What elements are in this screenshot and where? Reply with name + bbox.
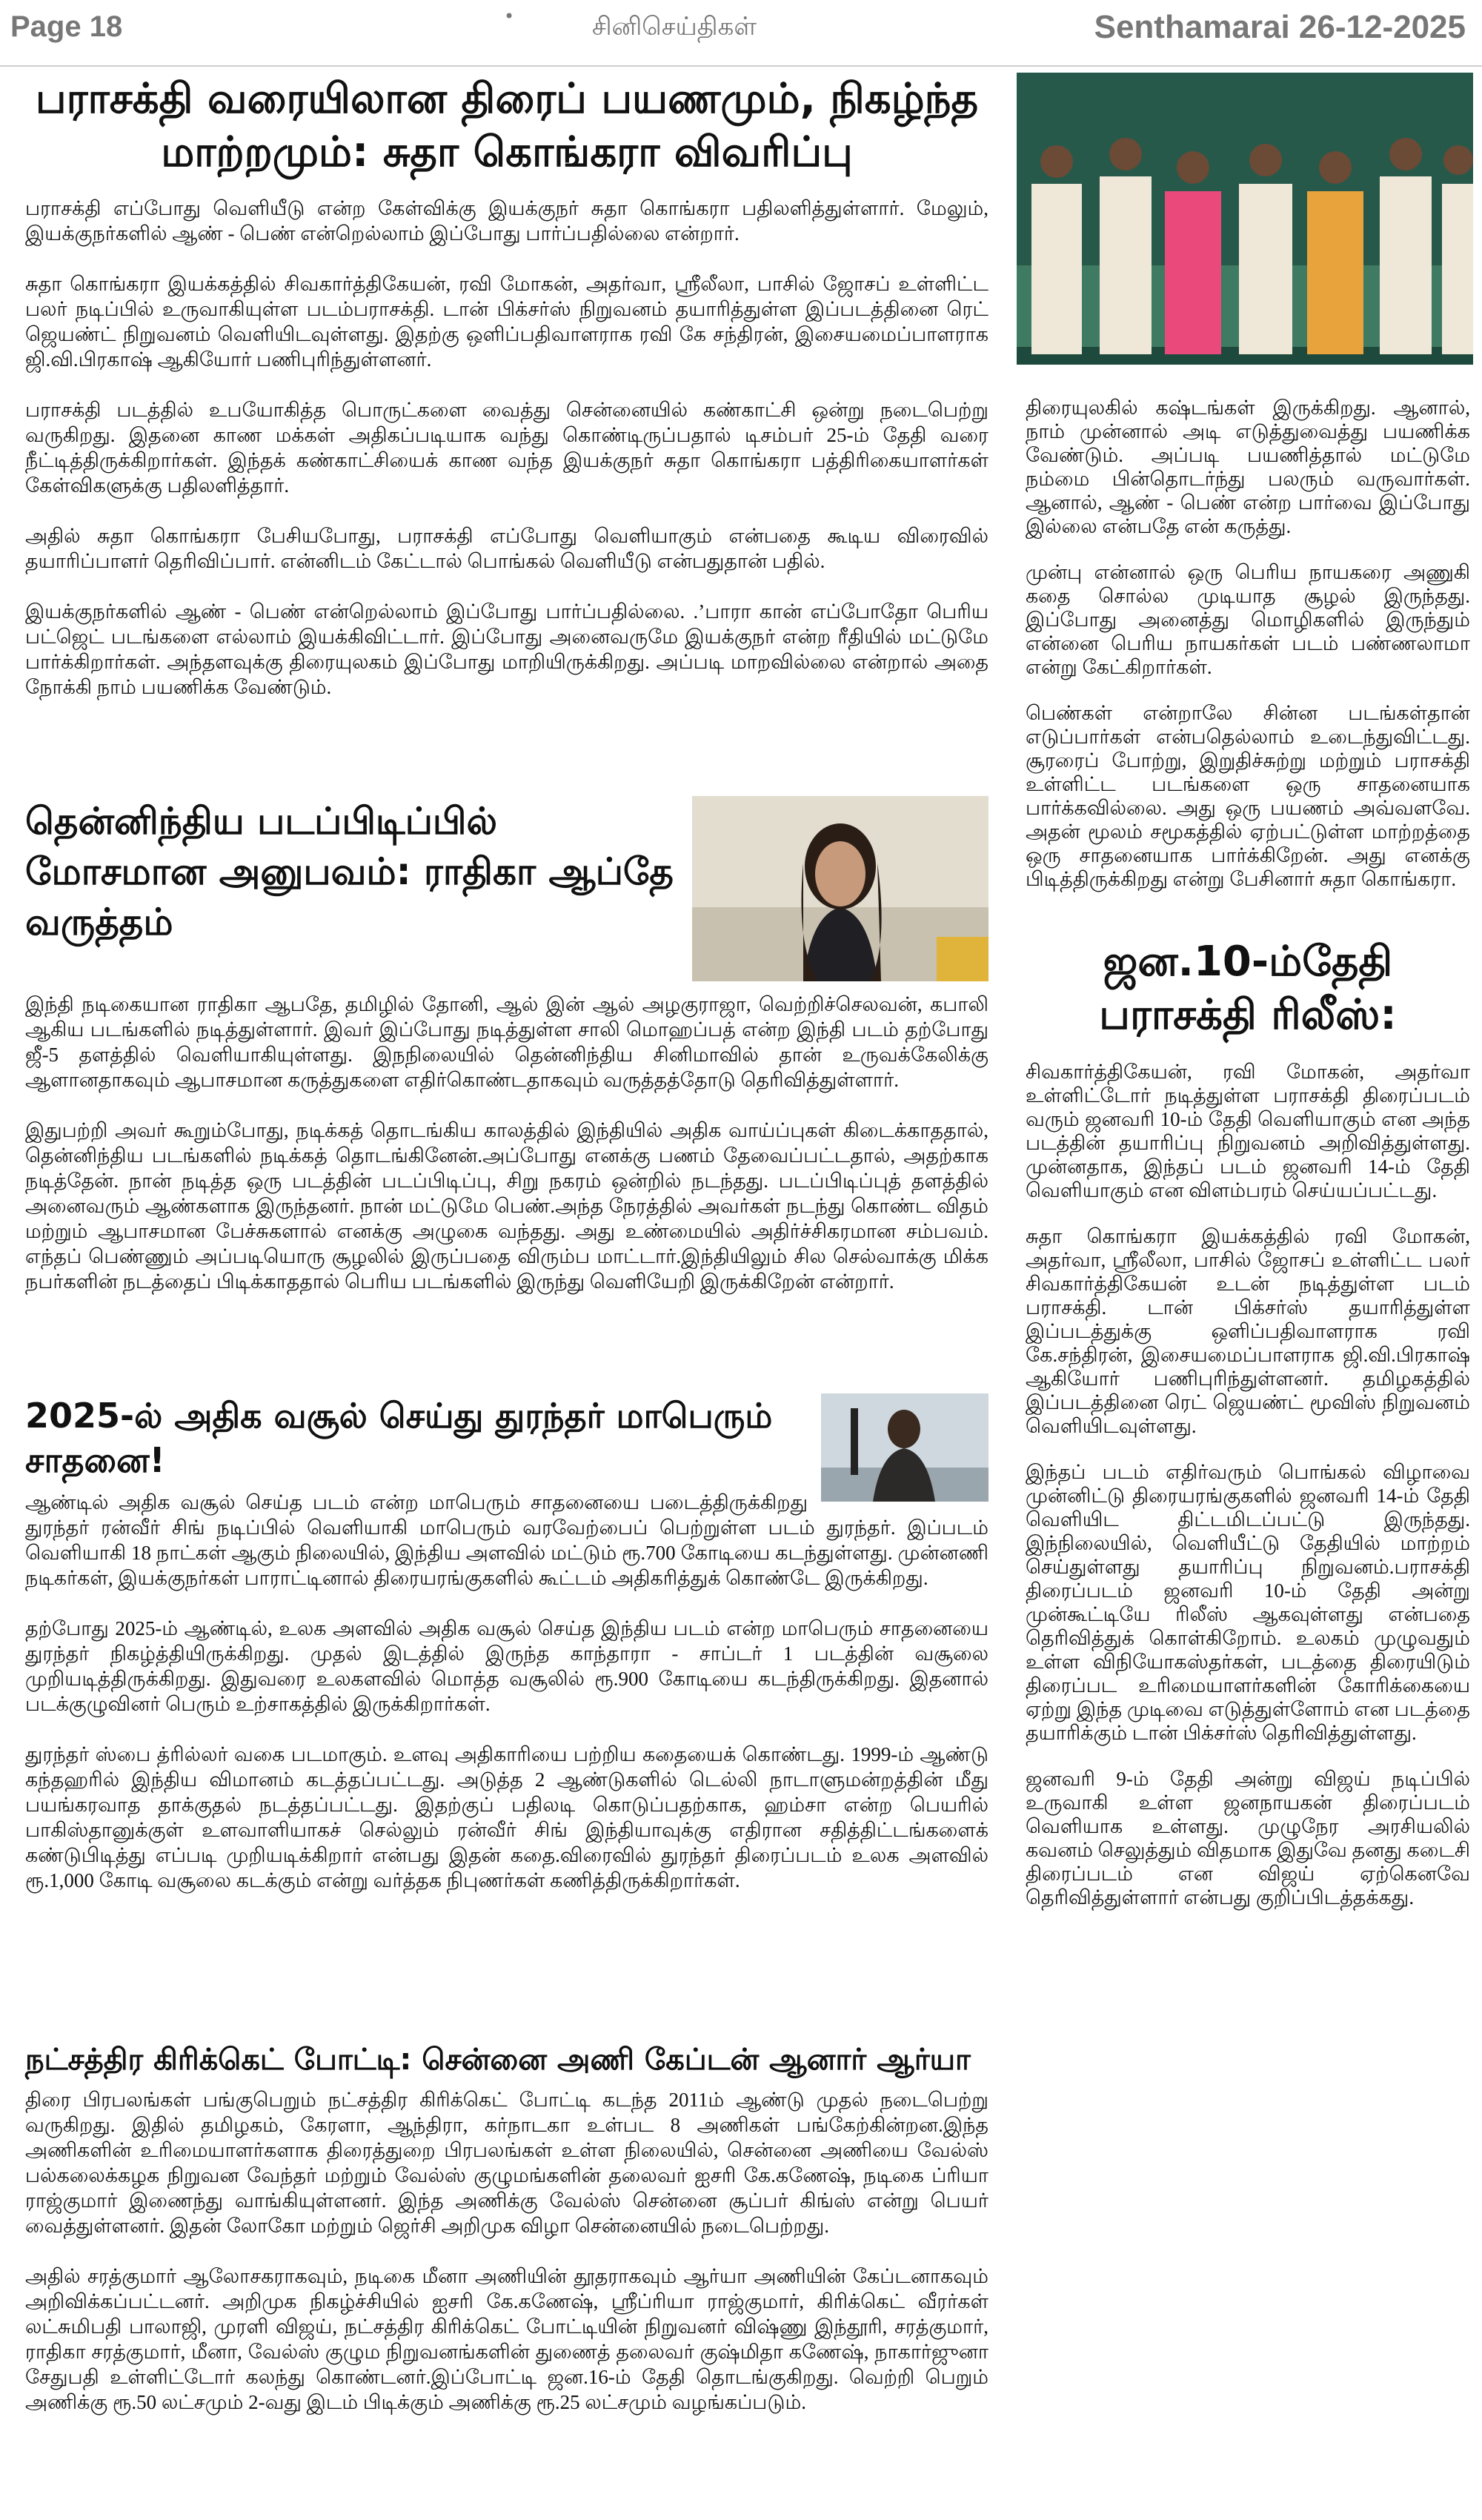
article-dhurandhar	[25, 1393, 988, 1918]
publication-date: Senthamarai 26-12-2025	[1094, 9, 1466, 45]
section-title: சினிசெய்திகள்	[591, 12, 757, 42]
header-dot: •	[504, 6, 515, 27]
article-paragraph: பராசக்தி படத்தில் உபயோகித்த பொருட்களை வைத்து சென்னையில் கண்காட்சி ஒன்று நடைபெற்று வருகிறது. இதனை காண மக்கள் அதிகப்படியாக வந்து கொண்டிருப்பதால் டிசம்பர் 25-ம் தேதி வரை நீட்டித்திருக்கிறார்கள். இந்தக் கண்காட்சியைக் காண வந்த இயக்குநர் சுதா கொங்கரா பத்திரிகையாளர்கள் கேள்விகளுக்கு பதிலளித்தார்.	[25, 399, 988, 497]
article-paragraph: திரை பிரபலங்கள் பங்குபெறும் நட்சத்திர கிரிக்கெட் போட்டி கடந்த 2011ம் ஆண்டு முதல் நடைபெற்று வருகிறது. இதில் தமிழகம், கேரளா, ஆந்திரா, கர்நாடகா உள்பட 8 அணிகள் பங்கேற்கின்றன.இந்த அணிகளின் உரிமையாளர்களாக திரைத்துறை பிரபலங்கள் உள்ள நிலையில், சென்னை அணியை வேல்ஸ் பல்கலைக்கழக நிறுவன வேந்தர் மற்றும் வேல்ஸ் குழுமங்களின் தலைவர் ஐசரி கே.கணேஷ், நடிகை ப்ரியா ராஜ்குமார் இணைந்து வாங்கியுள்ளனர். இந்த அணிக்கு வேல்ஸ் சென்னை சூப்பர் கிங்ஸ் என்று பெயர் வைத்துள்ளனர். இதன் லோகோ மற்றும் ஜெர்சி அறிமுக விழா சென்னையில் நடைபெற்றது.	[25, 2089, 988, 2237]
sidebar-paragraph: பெண்கள் என்றாலே சின்ன படங்கள்தான் எடுப்பார்கள் என்பதெல்லாம் உடைந்துவிட்டது. சூரரைப் போற்று, இறுதிச்சுற்று மற்றும் பராசக்தி உள்ளிட்ட படங்களை ஒரு சாதனையாக பார்க்கவில்லை. அது ஒரு பயணம் அவ்வளவே. அதன் மூலம் சமூகத்தில் ஏற்பட்டுள்ள மாற்றத்தை ஒரு சாதனையாக பார்க்கிறேன். அது எனக்கு பிடித்திருக்கிறது என்று பேசினார் சுதா கொங்கரா.	[1026, 702, 1470, 890]
sidebar-paragraph: சிவகார்த்திகேயன், ரவி மோகன், அதர்வா உள்ளிட்டோர் நடித்துள்ள பராசக்தி திரைப்படம் வரும் ஜனவரி 10-ம் தேதி வெளியாகும் என அந்த படத்தின் தயாரிப்பு நிறுவனம் அறிவித்துள்ளது. முன்னதாக, இந்தப் படம் ஜனவரி 14-ம் தேதி வெளியாகும் என விளம்பரம் செய்யப்பட்டது.	[1026, 1061, 1470, 1201]
article-celebrity-cricket	[25, 2040, 988, 2440]
sidebar-paragraph: திரையுலகில் கஷ்டங்கள் இருக்கிறது. ஆனால், நாம் முன்னால் அடி எடுத்துவைத்து பயணிக்க வேண்டும். அப்படி பயணித்தால் மட்டுமே நம்மை பின்தொடர்ந்து பலரும் வருவார்கள். ஆனால், ஆண் - பெண் என்ற பார்வை இப்போது இல்லை என்பதே என் கருத்து.	[1026, 397, 1470, 537]
article-paragraph: சுதா கொங்கரா இயக்கத்தில் சிவகார்த்திகேயன், ரவி மோகன், அதர்வா, ஸ்ரீலீலா, பாசில் ஜோசப் உள்ளிட்ட பலர் நடிப்பில் உருவாகியுள்ள படம்பராசக்தி. டான் பிக்சர்ஸ் நிறுவனம் தயாரித்துள்ள இப்படத்தினை ரெட் ஜெயண்ட் நிறுவனம் வெளியிடவுள்ளது. இதற்கு ஒளிப்பதிவாளராக ரவி கே சந்திரன், இசையமைப்பாளராக ஜி.வி.பிரகாஷ் ஆகியோர் பணிபுரிந்துள்ளனர்.	[25, 273, 988, 371]
radhika-apte-photo	[692, 796, 988, 981]
sidebar-column	[1026, 396, 1470, 1932]
article-paragraph: இயக்குநர்களில் ஆண் - பெண் என்றெல்லாம் இப்போது பார்ப்பதில்லை. .’பாரா கான் எப்போதோ பெரிய பட்ஜெட் படங்களை எல்லாம் இயக்கிவிட்டார். இப்போது அனைவருமே இயக்குநர் என்ற ரீதியில் மட்டுமே பார்க்கிறார்கள். அந்தளவுக்கு திரையுலகம் இப்போது மாறியிருக்கிறது. அப்படி மாறவில்லை என்றால் அதை நோக்கி நாம் பயணிக்க வேண்டும்.	[25, 600, 988, 698]
parasakthi-team-photo	[1017, 73, 1473, 365]
article-radhika-apte	[25, 796, 988, 1319]
article-headline: பராசக்தி வரையிலான திரைப் பயணமும், நிகழ்ந்த மாற்றமும்: சுதா கொங்கரா விவரிப்பு	[35, 75, 979, 176]
sidebar-paragraph: ஜனவரி 9-ம் தேதி அன்று விஜய் நடிப்பில் உருவாகி உள்ள ஜனநாயகன் திரைப்படம் வெளியாக உள்ளது. முழுநேர அரசியலில் கவனம் செலுத்தும் விதமாக இதுவே தனது கடைசி திரைப்படம் என விஜய் ஏற்கெனவே தெரிவித்துள்ளார் என்பது குறிப்பிடத்தக்கது.	[1026, 1768, 1471, 1909]
dhurandhar-poster	[821, 1393, 988, 1502]
article-paragraph: இந்தி நடிகையான ராதிகா ஆபதே, தமிழில் தோனி, ஆல் இன் ஆல் அழகுராஜா, வெற்றிச்செலவன், கபாலி ஆகிய படங்களில் நடித்துள்ளார். இவர் இப்போது நடித்துள்ள சாலி மொஹப்பத் என்ற இந்தி படம் தற்போது ஜீ-5 தளத்தில் வெளியாகியுள்ளது. இநநிலையில் தென்னிந்திய சினிமாவில் தான் உருவக்கேலிக்கு ஆளானதாகவும் ஆபாசமான கருத்துகளை எதிர்கொண்டதாகவும் வருத்தத்தோடு தெரிவித்துள்ளார்.	[25, 993, 988, 1091]
article-paragraph: அதில் சுதா கொங்கரா பேசியபோது, பராசக்தி எப்போது வெளியாகும் என்பதை கூடிய விரைவில் தயாரிப்பாளர் தெரிவிப்பார். என்னிடம் கேட்டால் பொங்கல் வெளியீடு என்பதுதான் பதில்.	[25, 525, 988, 572]
article-paragraph: தற்போது 2025-ம் ஆண்டில், உலக அளவில் அதிக வசூல் செய்த இந்திய படம் என்ற மாபெரும் சாதனையை துரந்தர் நிகழ்த்தியிருக்கிறது. முதல் இடத்தில் இருந்த காந்தாரா - சாப்டர் 1 படத்தின் வசூலை முறியடித்திருக்கிறது. இதுவரை உலகளவில் மொத்த வசூலில் ரூ.900 கோடியை கடந்திருக்கிறது. இதனால் படக்குழுவினர் பெரும் உற்சாகத்தில் இருக்கிறார்கள்.	[25, 1617, 988, 1715]
sidebar-paragraph: முன்பு என்னால் ஒரு பெரிய நாயகரை அணுகி கதை சொல்ல முடியாத சூழல் இருந்தது. இப்போது அனைத்து மொழிகளில் இருந்தும் என்னை பெரிய நாயகர்கள் படம் பண்ணலாமா என்று கேட்கிறார்கள்.	[1026, 561, 1470, 678]
sidebar-headline: ஜன.10-ம்தேதி பராசக்தி ரிலீஸ்:	[1099, 938, 1397, 1039]
article-headline: தென்னிந்திய படப்பிடிப்பில் மோசமான அனுபவம்: ராதிகா ஆப்தே வருத்தம்	[25, 800, 674, 944]
sidebar-paragraph: சுதா கொங்கரா இயக்கத்தில் ரவி மோகன், அதர்வா, ஸ்ரீலீலா, பாசில் ஜோசப் உள்ளிட்ட பலர் சிவகார்த்திகேயன் உடன் நடித்துள்ள படம் பராசக்தி. டான் பிக்சர்ஸ் தயாரித்துள்ள இப்படத்துக்கு ஒளிப்பதிவாளராக ரவி கே.சந்திரன், இசையமைப்பாளராக ஜி.வி.பிரகாஷ் ஆகியோர் பணிபுரிந்துள்ளனர். தமிழகத்தில் இப்படத்தினை ரெட் ஜெயண்ட் மூவிஸ் நிறுவனம் வெளியிடவுள்ளது.	[1026, 1225, 1470, 1437]
article-headline: நட்சத்திர கிரிக்கெட் போட்டி: சென்னை அணி கேப்டன் ஆனார் ஆர்யா	[25, 2043, 971, 2077]
article-paragraph: அதில் சரத்குமார் ஆலோசகராகவும், நடிகை மீனா அணியின் தூதராகவும் ஆர்யா அணியின் கேப்டனாகவும் அறிவிக்கப்பட்டனர். அறிமுக நிகழ்ச்சியில் ஐசரி கே.கணேஷ், ஸ்ரீப்ரியா ராஜ்குமார், கிரிக்கெட் வீரர்கள் லட்சுமிபதி பாலாஜி, முரளி விஜய், நட்சத்திர கிரிக்கெட் போட்டியின் நிறுவனர் விஷ்ணு இந்தூரி, சரத்குமார், ராதிகா சரத்குமார், மீனா, வேல்ஸ் குழும நிறுவனங்களின் துணைத் தலைவர் குஷ்மிதா கணேஷ், நாகார்ஜுனா சேதுபதி உள்ளிட்டோர் கலந்து கொண்டனர்.இப்போட்டி ஜன.16-ம் தேதி தொடங்குகிறது. வெற்றி பெறும் அணிக்கு ரூ.50 லட்சமும் 2-வது இடம் பிடிக்கும் அணிக்கு ரூ.25 லட்சமும் வழங்கப்படும்.	[25, 2265, 988, 2413]
page-number: Page 18	[10, 10, 123, 43]
sidebar-paragraph: இந்தப் படம் எதிர்வரும் பொங்கல் விழாவை முன்னிட்டு திரையரங்குகளில் ஜனவரி 14-ம் தேதி வெளியிட திட்டமிடப்பட்டு இருந்தது. இந்நிலையில், வெளியீட்டு தேதியில் மாற்றம் செய்துள்ளது தயாரிப்பு நிறுவனம்.பராசக்தி திரைப்படம் ஜனவரி 10-ம் தேதி அன்று முன்கூட்டியே ரிலீஸ் ஆகவுள்ளது என்பதை தெரிவித்துக் கொள்கிறோம். உலகம் முழுவதும் உள்ள விநியோகஸ்தர்கள், படத்தை திரையிடும் திரைப்பட உரிமையாளர்களின் கோரிக்கையை ஏற்று இந்த முடிவை எடுத்துள்ளோம் என படத்தை தயாரிக்கும் டான் பிக்சர்ஸ் தெரிவித்துள்ளது.	[1026, 1461, 1470, 1744]
article-paragraph: ஆண்டில் அதிக வசூல் செய்த படம் என்ற மாபெரும் சாதனையை படைத்திருக்கிறது துரந்தர் ரன்வீர் சிங் நடிப்பில் வெளியாகி மாபெரும் வரவேற்பைப் பெற்றுள்ள படம் துரந்தர். இப்படம் வெளியாகி 18 நாட்கள் ஆகும் நிலையில், இந்திய அளவில் மட்டும் ரூ.700 கோடியை கடந்துள்ளது. முன்னணி நடிகர்கள், இயக்குநர்கள் பாராட்டினால் திரையரங்குகளில் கூட்டம் அதிகரித்துக் கொண்டே இருக்கிறது.	[25, 1491, 988, 1589]
article-paragraph: பராசக்தி எப்போது வெளியீடு என்ற கேள்விக்கு இயக்குநர் சுதா கொங்கரா பதிலளித்துள்ளார். மேலும், இயக்குநர்களில் ஆண் - பெண் என்றெல்லாம் இப்போது பார்ப்பதில்லை என்றார்.	[25, 197, 988, 245]
article-headline: 2025-ல் அதிக வசூல் செய்து துரந்தர் மாபெரும் சாதனை!	[25, 1396, 773, 1480]
article-paragraph: துரந்தர் ஸ்பை த்ரில்லர் வகை படமாகும். உளவு அதிகாரியை பற்றிய கதையைக் கொண்டது. 1999-ம் ஆண்டு கந்தஹரில் இந்திய விமானம் கடத்தப்பட்டது. அடுத்த 2 ஆண்டுகளில் டெல்லி நாடாளுமன்றத்தின் மீது பயங்கரவாத தாக்குதல் நடத்தப்பட்டது. இதற்குப் பதிலடி கொடுப்பதற்காக, ஹம்சா என்ற பெயரில் பாகிஸ்தானுக்குள் உளவாளியாகச் செல்லும் ரன்வீர் சிங் இந்தியாவுக்கு எதிரான சதித்திட்டங்களைக் கண்டுபிடித்து எப்படி முறியடிக்கிறார் என்பது இதன் கதை.விரைவில் துரந்தர் திரைப்படம் உலக அளவில் ரூ.1,000 கோடி வசூலை கடக்கும் என்று வர்த்தக நிபுணர்கள் கணித்திருக்கிறார்கள்.	[25, 1743, 989, 1891]
page-header	[0, 0, 1482, 67]
article-parasakthi	[25, 73, 988, 725]
article-paragraph: இதுபற்றி அவர் கூறும்போது, நடிக்கத் தொடங்கிய காலத்தில் இந்தியில் அதிக வாய்ப்புகள் கிடைக்காததால், தென்னிந்திய படங்களில் நடிக்கத் தொடங்கினேன்.அப்போது எனக்கு பணம் தேவைப்பட்டதால், அதற்காக நடித்தேன். நான் நடித்த ஒரு படத்தின் படப்பிடிப்பு, சிறு நகரம் ஒன்றில் நடந்தது. படப்பிடிப்புத் தளத்தில் அனைவரும் ஆண்களாக இருந்தனர். நான் மட்டுமே பெண்.அந்த நேரத்தில் அவர்கள் நடந்து கொண்ட விதம் மற்றும் ஆபாசமான பேச்சுகளால் எனக்கு அழுகை வந்தது. அது உண்மையில் அதிர்ச்சிகரமான சம்பவம். எந்தப் பெண்ணும் அப்படியொரு சூழலில் இருப்பதை விரும்ப மாட்டார்.இந்தியிலும் சில செல்வாக்கு மிக்க நபர்களின் நடத்தைப் பிடிக்காததால் பெரிய படங்களில் இருந்து வெளியேறி இருக்கிறேன் என்றார்.	[25, 1119, 988, 1293]
